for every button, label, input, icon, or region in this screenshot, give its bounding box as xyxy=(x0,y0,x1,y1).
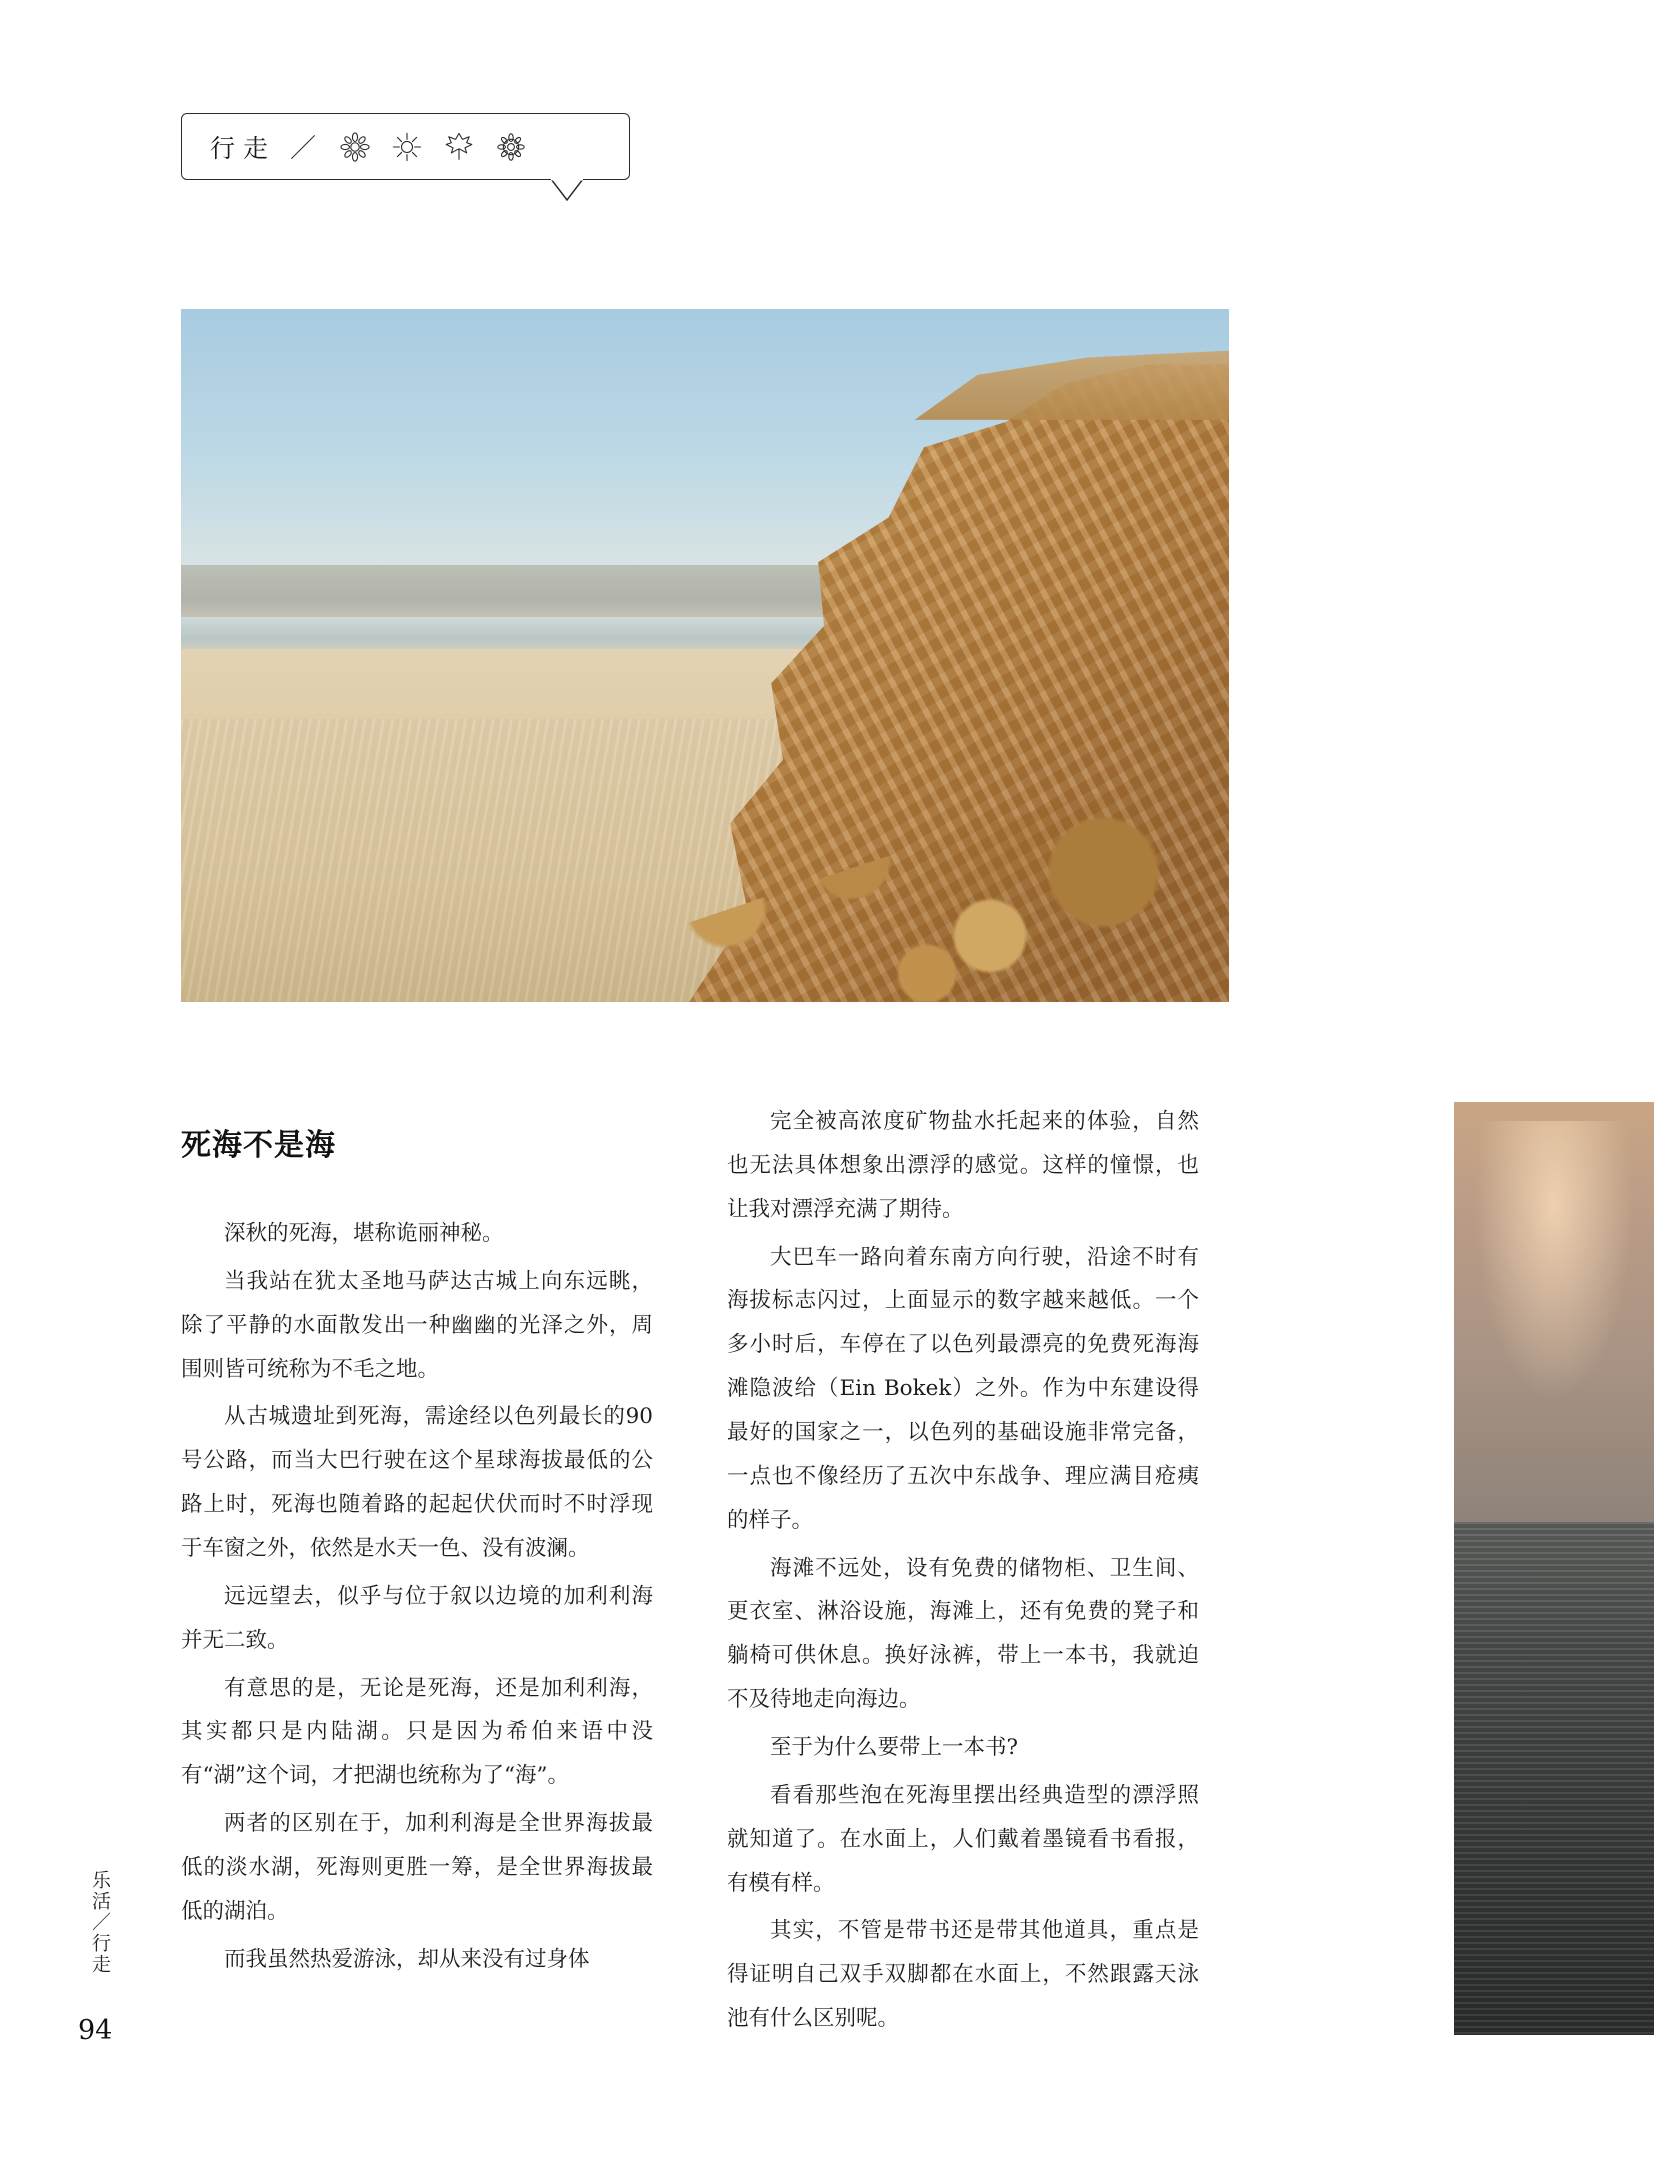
side-photo xyxy=(1454,1102,1654,2035)
flower-icon xyxy=(338,130,372,164)
section-tag-label: 行走 xyxy=(210,133,277,163)
season-icon-group xyxy=(320,130,528,164)
section-tag xyxy=(181,113,630,180)
page-number: 94 xyxy=(78,2015,113,2046)
sun-flower-icon xyxy=(390,130,424,164)
paragraph: 当我站在犹太圣地马萨达古城上向东远眺，除了平静的水面散发出一种幽幽的光泽之外，周围则皆可统称为不毛之地。 xyxy=(181,1268,653,1382)
paragraph: 看看那些泡在死海里摆出经典造型的漂浮照就知道了。在水面上，人们戴着墨镜看书看报，有模有样。 xyxy=(727,1782,1199,1896)
article-title: 死海不是海 xyxy=(181,1128,336,1164)
paragraph: 有意思的是，无论是死海，还是加利利海，其实都只是内陆湖。只是因为希伯来语中没有“湖”这个词，才把湖也统称为了“海”。 xyxy=(181,1675,653,1789)
paragraph: 完全被高浓度矿物盐水托起来的体验，自然也无法具体想象出漂浮的感觉。这样的憧憬，也让我对漂浮充满了期待。 xyxy=(727,1109,1199,1222)
paragraph: 大巴车一路向着东南方向行驶，沿途不时有海拔标志闪过，上面显示的数字越来越低。一个多小时后，车停在了以色列最漂亮的免费死海海滩隐波给（Ein Bokek）之外。作为中东建设得最好的国家之一，以色列的基础设施非常完备，一点也不像经历了五次中东战争、理应满目疮痍的样子。 xyxy=(727,1244,1199,1533)
article-column-right xyxy=(727,1100,1199,2045)
side-photo-sea xyxy=(1454,1522,1654,2035)
paragraph: 而我虽然热爱游泳，却从来没有过身体 xyxy=(224,1946,590,1972)
paragraph: 至于为什么要带上一本书? xyxy=(770,1735,1019,1761)
paragraph: 远远望去，似乎与位于叙以边境的加利利海并无二致。 xyxy=(181,1583,653,1653)
paragraph: 海滩不远处，设有免费的储物柜、卫生间、更衣室、淋浴设施，海滩上，还有免费的凳子和躺椅可供休息。换好泳裤，带上一本书，我就迫不及待地走向海边。 xyxy=(727,1555,1199,1713)
snowflake-rosette-icon xyxy=(494,130,528,164)
paragraph: 从古城遗址到死海，需途经以色列最长的90号公路，而当大巴行驶在这个星球海拔最低的公路上时，死海也随着路的起起伏伏而时不时浮现于车窗之外，依然是水天一色、没有波澜。 xyxy=(181,1404,653,1562)
side-photo-sun-glow xyxy=(1474,1121,1634,1401)
maple-leaf-icon xyxy=(442,130,476,164)
paragraph: 两者的区别在于，加利利海是全世界海拔最低的淡水湖，死海则更胜一筹，是全世界海拔最低的湖泊。 xyxy=(181,1811,653,1924)
paragraph: 深秋的死海，堪称诡丽神秘。 xyxy=(224,1221,504,1246)
paragraph: 其实，不管是带书还是带其他道具，重点是得证明自己双手双脚都在水面上，不然跟露天泳池有什么区别呢。 xyxy=(727,1918,1199,2032)
tag-pointer-icon xyxy=(550,179,584,201)
article-column-left xyxy=(181,1212,653,1986)
hero-photo xyxy=(181,309,1229,1002)
running-section-label: 乐活／行走 xyxy=(89,1870,111,1975)
section-tag-separator: ／ xyxy=(290,134,317,164)
